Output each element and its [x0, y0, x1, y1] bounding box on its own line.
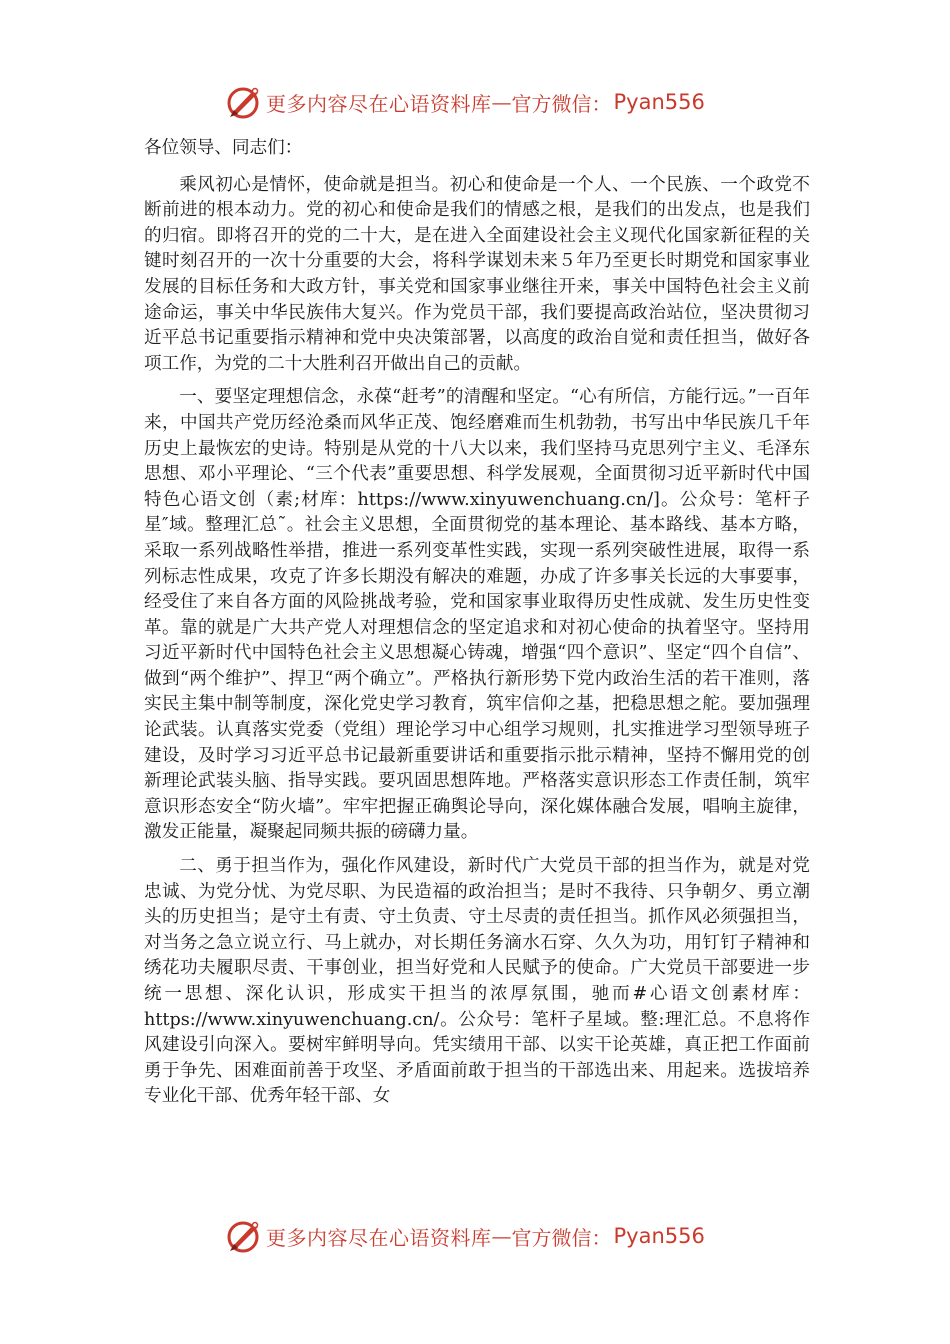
watermark-separator: — — [491, 90, 512, 114]
pen-seal-icon — [224, 1216, 264, 1256]
watermark-text: 更多内容尽在心语资料库 — [266, 91, 492, 116]
pen-seal-icon — [224, 82, 264, 122]
watermark-text: 更多内容尽在心语资料库 — [266, 1225, 492, 1250]
paragraph-intro: 乘风初心是情怀，使命就是担当。初心和使命是一个人、一个民族、一个政党不断前进的根本动力。党的初心和使命是我们的情感之根，是我们的出发点，也是我们的归宿。即将召开的党的二十大，是在进入全面建设社会主义现代化国家新征程的关键时刻召开的一次十分重要的大会，将科学谋划未来５年乃至更长时期党和国家事业发展的目标任务和大政方针，事关党和国家事业继往开来，事关中国特色社会主义前途命运，事关中华民族伟大复兴。作为党员干部，我们要提高政治站位，坚决贯彻习近平总书记重要指示精神和党中央决策部署，以高度的政治自觉和责任担当，做好各项工作，为党的二十大胜利召开做出自己的贡献。 — [144, 174, 810, 374]
watermark-wechat-id: Pyan556 — [613, 1224, 705, 1248]
document-body — [144, 136, 810, 1118]
header-watermark — [224, 80, 705, 124]
watermark-separator: — — [491, 1224, 512, 1248]
salutation: 各位领导、同志们： — [144, 138, 303, 158]
footer-watermark — [224, 1214, 705, 1258]
watermark-wechat-id: Pyan556 — [613, 90, 705, 114]
paragraph-section-1: 一、要坚定理想信念，永葆“赶考”的清醒和坚定。“心有所信，方能行远。”一百年来，中国共产党历经沧桑而风华正茂、饱经磨难而生机勃勃，书写出中华民族几千年历史上最恢宏的史诗。特别是从党的十八大以来，我们坚持马克思列宁主义、毛泽东思想、邓小平理论、“三个代表”重要思想、科学发展观，全面贯彻习近平新时代中国特色心语文创（素;材库：https://www.xinyuwenchuang.cn/]。公众号：笔杆子星″域。整理汇总˜。社会主义思想，全面贯彻党的基本理论、基本路线、基本方略，采取一系列战略性举措，推进一系列变革性实践，实现一系列突破性进展，取得一系列标志性成果，攻克了许多长期没有解决的难题，办成了许多事关长远的大事要事，经受住了来自各方面的风险挑战考验，党和国家事业取得历史性成就、发生历史性变革。靠的就是广大共产党人对理想信念的坚定追求和对初心使命的执着坚守。坚持用习近平新时代中国特色社会主义思想凝心铸魂，增强“四个意识”、坚定“四个自信”、做到“两个维护”、捍卫“两个确立”。严格执行新形势下党内政治生活的若干准则，落实民主集中制等制度，深化党史学习教育，筑牢信仰之基，把稳思想之舵。要加强理论武装。认真落实党委（党组）理论学习中心组学习规则，扎实推进学习型领导班子建设，及时学习习近平总书记最新重要讲话和重要指示批示精神，坚持不懈用党的创新理论武装头脑、指导实践。要巩固思想阵地。严格落实意识形态工作责任制，筑牢意识形态安全“防火墙”。牢牢把握正确舆论导向，深化媒体融合发展，唱响主旋律，激发正能量，凝聚起同频共振的磅礴力量。 — [144, 387, 810, 843]
watermark-wechat-label: 官方微信： — [511, 91, 612, 116]
paragraph-section-2: 二、勇于担当作为，强化作风建设，新时代广大党员干部的担当作为，就是对党忠诚、为党分忧、为党尽职、为民造福的政治担当；是时不我待、只争朝夕、勇立潮头的历史担当；是守土有责、守土负责、守土尽责的责任担当。抓作风必须强担当，对当务之急立说立行、马上就办，对长期任务滴水石穿、久久为功，用钉钉子精神和绣花功夫履职尽责、干事创业，担当好党和人民赋予的使命。广大党员干部要进一步统一思想、深化认识，形成实干担当的浓厚氛围，驰而#心语文创素材库：https://www.xinyuwenchuang.cn/。公众号：笔杆子星域。整:理汇总。不息将作风建设引向深入。要树牢鲜明导向。凭实绩用干部、以实干论英雄，真正把工作面前勇于争先、困难面前善于攻坚、矛盾面前敢于担当的干部选出来、用起来。选拔培养专业化干部、优秀年轻干部、女 — [144, 856, 810, 1107]
watermark-wechat-label: 官方微信： — [511, 1225, 612, 1250]
